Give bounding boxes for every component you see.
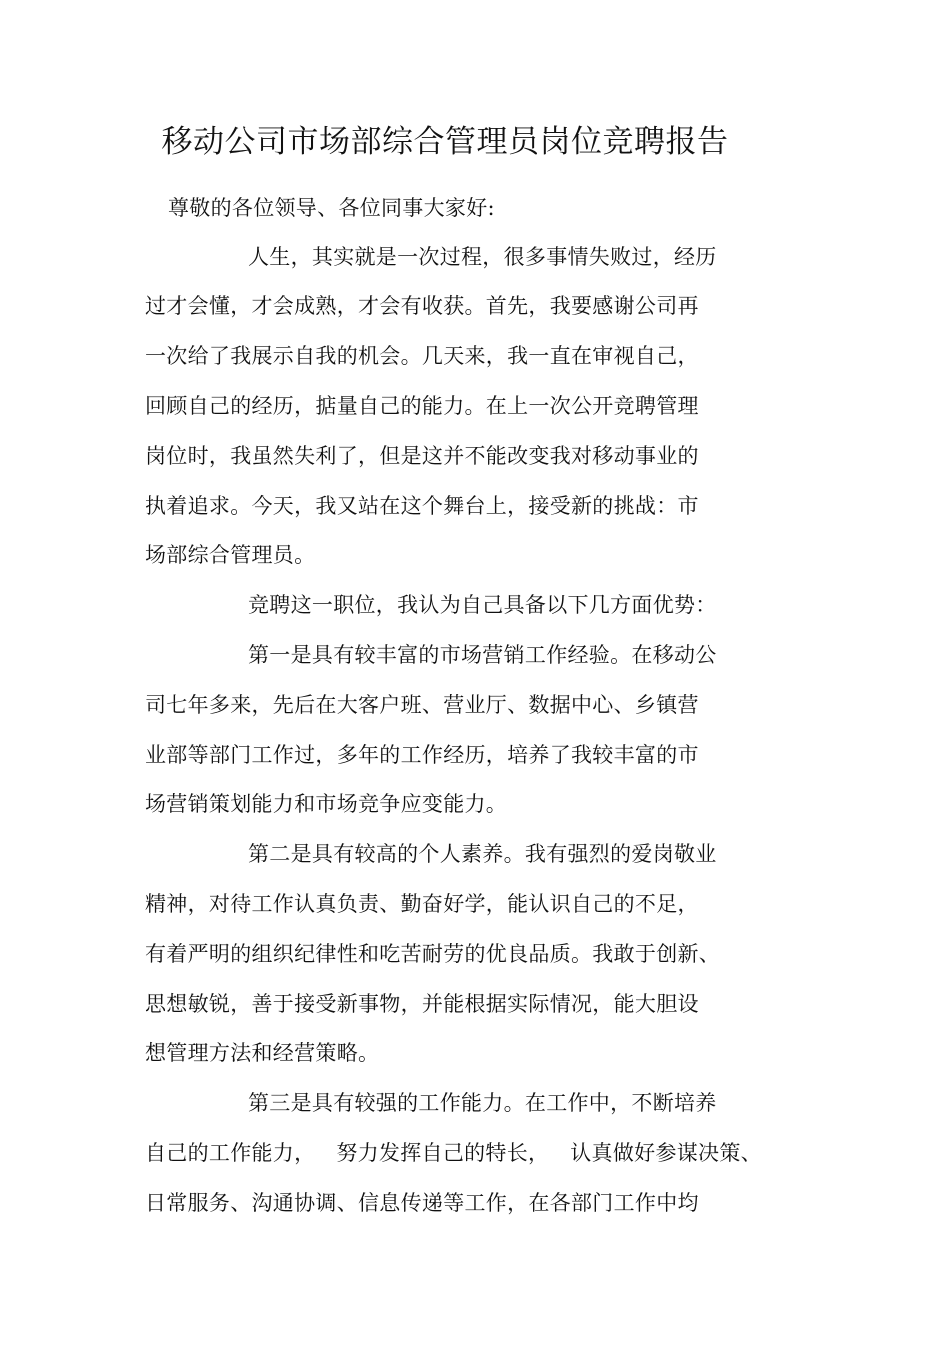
text-line: 自己的工作能力， 努力发挥自己的特长， 认真做好参谋决策、 [145,1141,762,1165]
text-line: 想管理方法和经营策略。 [145,1041,380,1065]
text-line: 有着严明的组织纪律性和吃苦耐劳的优良品质。我敢于创新、 [145,942,721,966]
text-line: 场营销策划能力和市场竞争应变能力。 [145,792,508,816]
text-line: 一次给了我展示自我的机会。几天来，我一直在审视自己， [145,344,699,368]
text-line: 思想敏锐，善于接受新事物，并能根据实际情况，能大胆设 [145,992,699,1016]
text-line: 第一是具有较丰富的市场营销工作经验。在移动公 [248,643,717,667]
text-line: 执着追求。今天，我又站在这个舞台上，接受新的挑战：市 [145,494,699,518]
text-line: 第三是具有较强的工作能力。在工作中，不断培养 [248,1091,717,1115]
document-title: 移动公司市场部综合管理员岗位竞聘报告 [161,124,729,160]
text-line: 第二是具有较高的个人素养。我有强烈的爱岗敬业 [248,842,717,866]
text-line: 业部等部门工作过，多年的工作经历，培养了我较丰富的市 [145,743,699,767]
text-line: 尊敬的各位领导、各位同事大家好: [168,196,495,220]
text-line: 过才会懂，才会成熟，才会有收获。首先，我要感谢公司再 [145,294,699,318]
text-line: 精神，对待工作认真负责、勤奋好学，能认识自己的不足， [145,892,699,916]
text-line: 岗位时，我虽然失利了，但是这并不能改变我对移动事业的 [145,444,699,468]
text-line: 日常服务、沟通协调、信息传递等工作，在各部门工作中均 [145,1191,699,1215]
text-line: 司七年多来，先后在大客户班、营业厅、数据中心、乡镇营 [145,693,699,717]
text-line: 场部综合管理员。 [145,543,316,567]
text-line: 竞聘这一职位，我认为自己具备以下几方面优势： [248,593,717,617]
text-line: 人生，其实就是一次过程，很多事情失败过，经历 [248,245,717,269]
text-line: 回顾自己的经历，掂量自己的能力。在上一次公开竞聘管理 [145,394,699,418]
